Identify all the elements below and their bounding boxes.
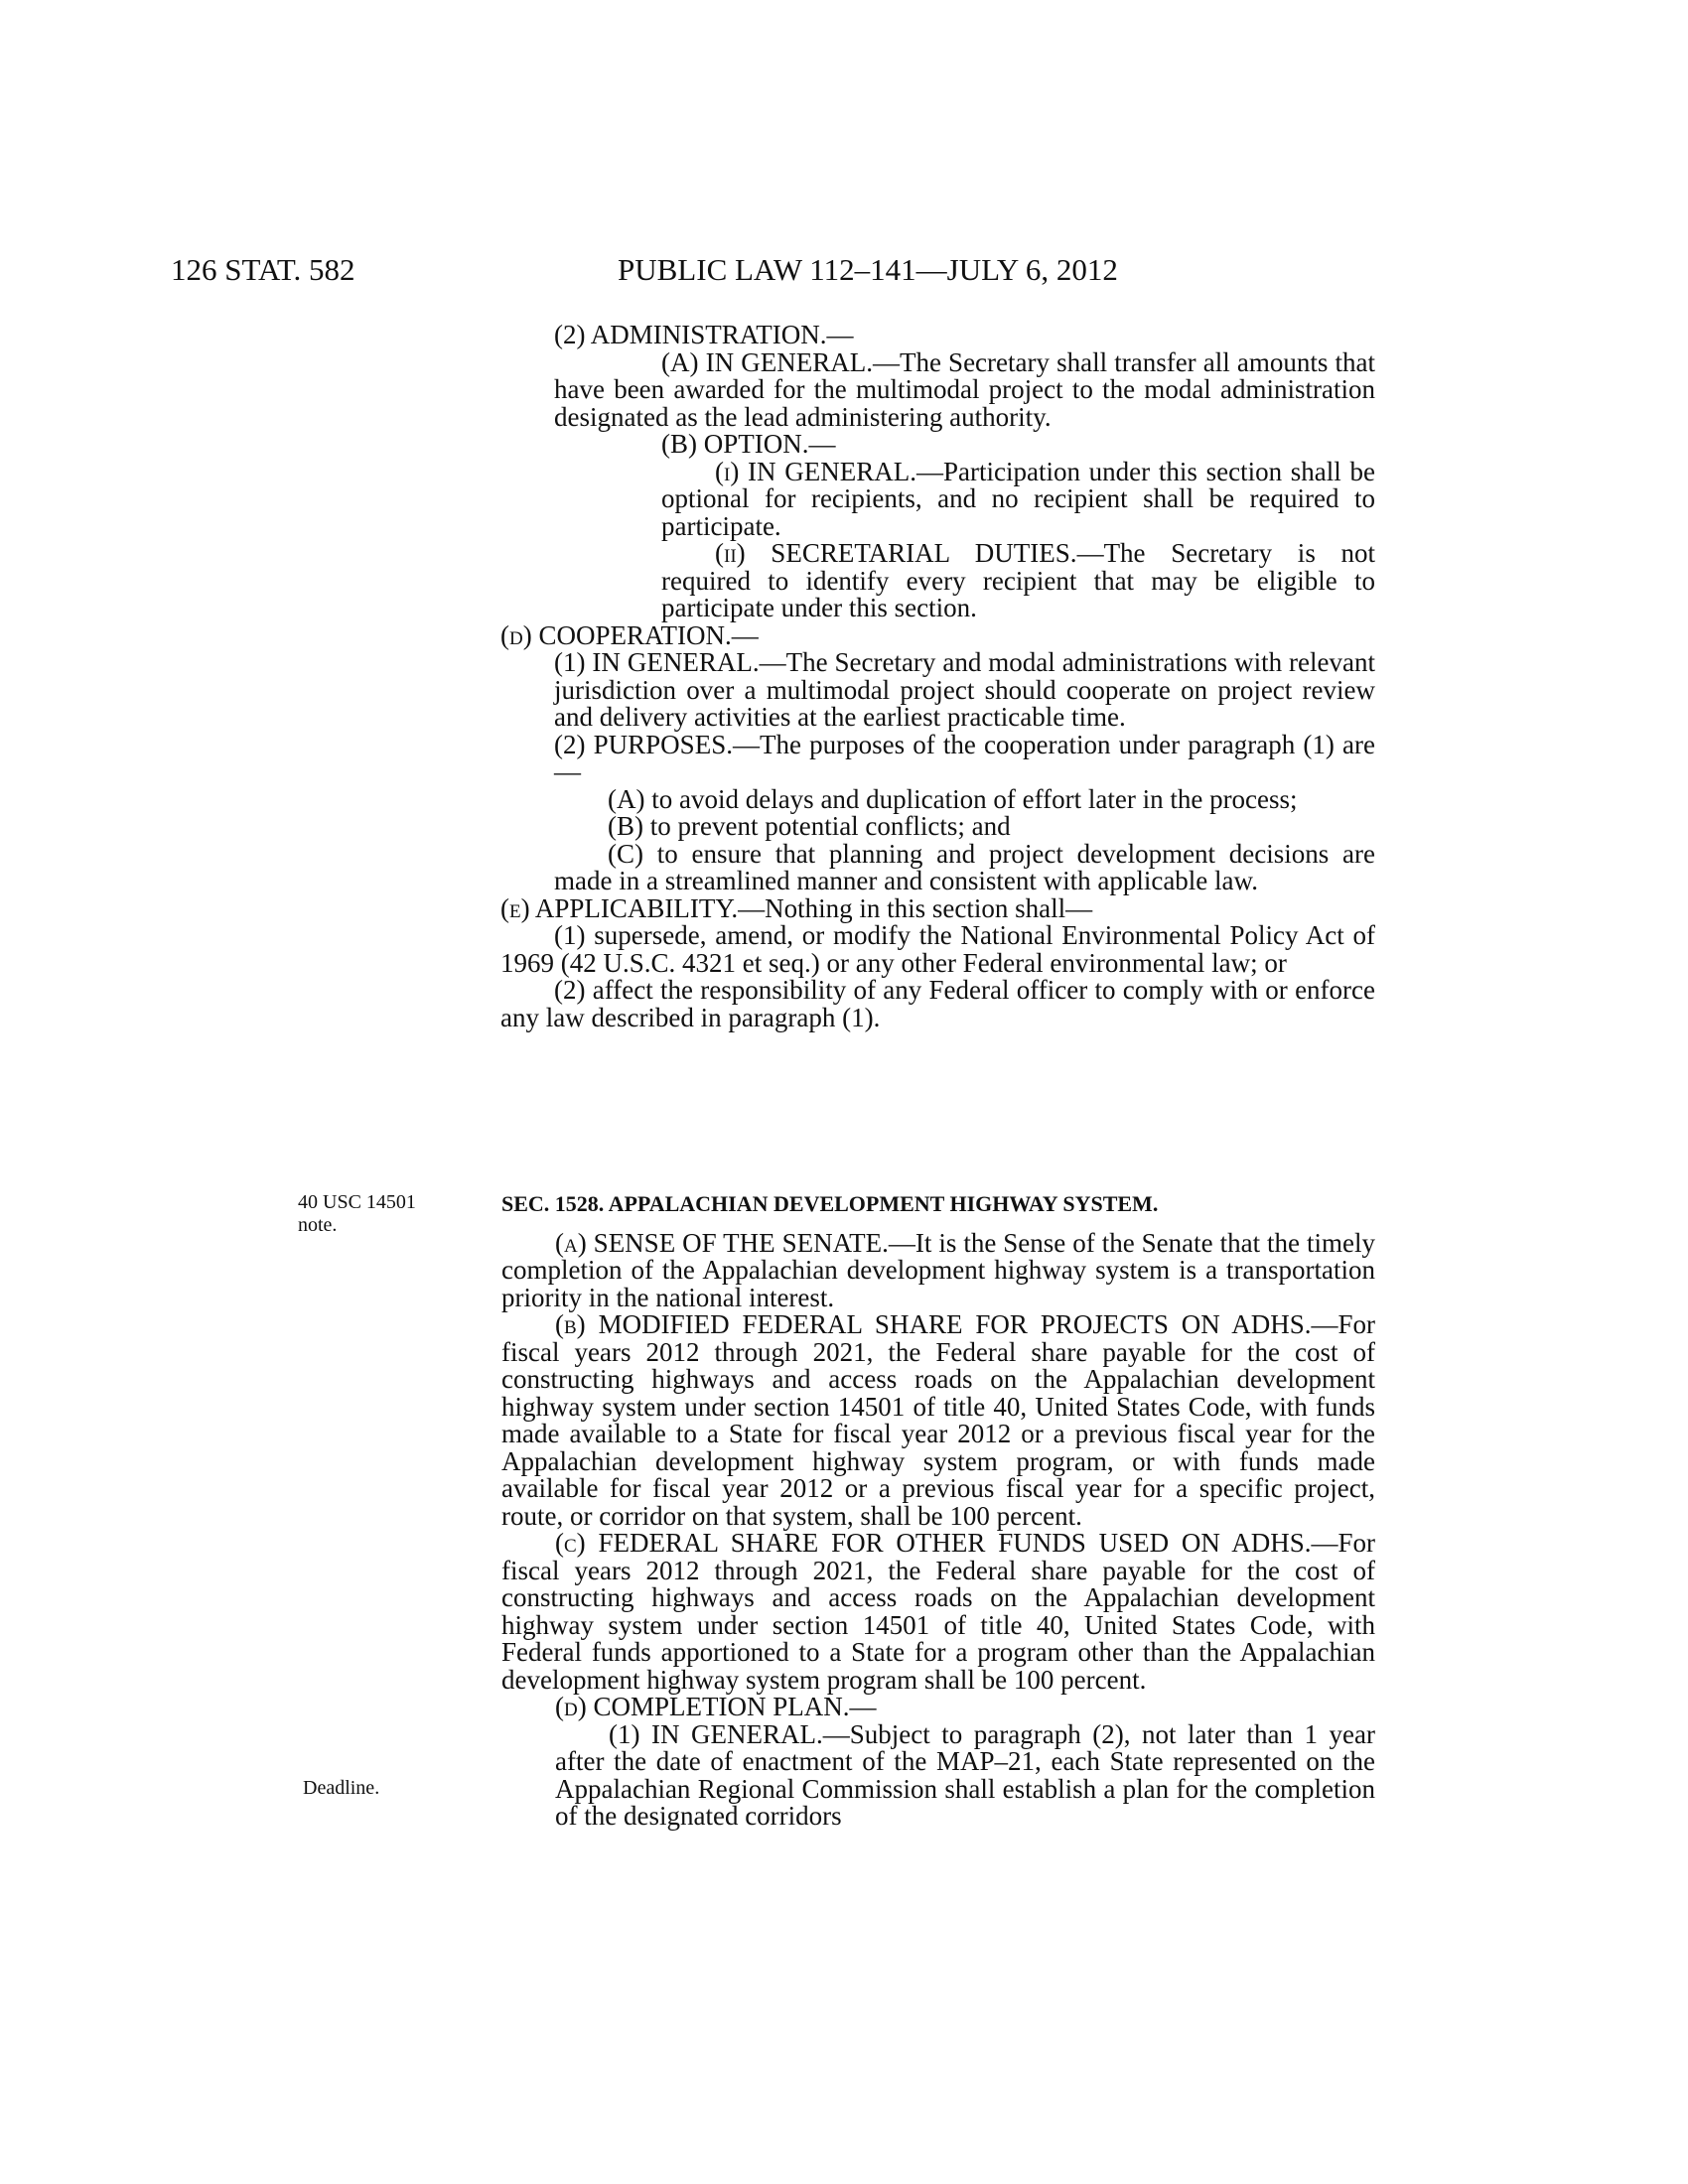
- paragraph-purpose-a: (A) to avoid delays and duplication of effort later in the process;: [608, 783, 1298, 814]
- paragraph-b-modified-federal-share: (b) MODIFIED FEDERAL SHARE FOR PROJECTS ON ADHS.—For fiscal years 2012 through 2021, the Federal share payable for the cost of constructing highways and access roads on the Appalachian development highway system under section 14501 of title 40, United States Code, with funds made available to a State for fiscal year 2012 or a previous fiscal year for the Appalachian development highway system program, or with funds made available for fiscal year 2012 or a previous fiscal year for a specific project, route, or corridor on that system, shall be 100 percent.: [501, 1309, 1375, 1531]
- margin-note-deadline: Deadline.: [303, 1777, 380, 1799]
- paragraph-a-in-general: (A) IN GENERAL.—The Secretary shall transfer all amounts that have been awarded for the multimodal project to the modal administration designated as the lead administering authority.: [554, 346, 1376, 432]
- paragraph-e-applicability: (e) APPLICABILITY.—Nothing in this section shall—: [500, 892, 1093, 923]
- paragraph-applicability-1: (1) supersede, amend, or modify the National Environmental Policy Act of 1969 (42 U.S.C. 4321 et seq.) or any other Federal environmental law; or: [500, 920, 1375, 978]
- paragraph-d1-in-general: (1) IN GENERAL.—Subject to paragraph (2), not later than 1 year after the date of enactment of the MAP–21, each State represented on the Appalachian Regional Commission shall establish a plan for the completion of the designated corridors: [555, 1718, 1375, 1831]
- paragraph-c-federal-share-other: (c) FEDERAL SHARE FOR OTHER FUNDS USED ON ADHS.—For fiscal years 2012 through 2021, the Federal share payable for the cost of constructing highways and access roads on the Appalachian development highway system under section 14501 of title 40, United States Code, with Federal funds apportioned to a State for a program other than the Appalachian development highway system program shall be 100 percent.: [501, 1528, 1375, 1695]
- page-header: [171, 250, 1213, 290]
- text-column-lower: [501, 1190, 1375, 1831]
- paragraph-i-in-general: (i) IN GENERAL.—Participation under this section shall be optional for recipients, and no recipient shall be required to participate.: [661, 456, 1375, 541]
- paragraph-a-sense-of-senate: (a) SENSE OF THE SENATE.—It is the Sense of the Senate that the timely completion of the Appalachian development highway system is a transportation priority in the national interest.: [501, 1227, 1376, 1312]
- text-column-upper: [500, 320, 1376, 1032]
- paragraph-d-cooperation: (d) COOPERATION.—: [500, 619, 759, 650]
- paragraph-purpose-c: (C) to ensure that planning and project development decisions are made in a streamlined manner and consistent with applicable law.: [554, 838, 1375, 895]
- paragraph-1-in-general: (1) IN GENERAL.—The Secretary and modal administrations with relevant jurisdiction over a multimodal project should cooperate on project review and delivery activities at the earliest practicable time.: [554, 647, 1375, 732]
- stat-page-number: 126 STAT. 582: [171, 252, 355, 287]
- paragraph-2-purposes: (2) PURPOSES.—The purposes of the cooperation under paragraph (1) are—: [554, 729, 1375, 786]
- paragraph-2-administration: (2) ADMINISTRATION.—: [554, 320, 854, 349]
- section-heading: SEC. 1528. APPALACHIAN DEVELOPMENT HIGHWAY SYSTEM.: [501, 1191, 1159, 1216]
- paragraph-d-completion-plan: (d) COMPLETION PLAN.—: [555, 1692, 877, 1721]
- paragraph-purpose-b: (B) to prevent potential conflicts; and: [608, 811, 1011, 841]
- paragraph-ii-secretarial-duties: (ii) SECRETARIAL DUTIES.—The Secretary is not required to identify every recipient that may be eligible to participate under this section.: [661, 538, 1375, 622]
- paragraph-applicability-2: (2) affect the responsibility of any Federal officer to comply with or enforce any law described in paragraph (1).: [500, 975, 1375, 1032]
- margin-note-usc: 40 USC 14501 note.: [298, 1191, 416, 1236]
- running-head: PUBLIC LAW 112–141—JULY 6, 2012: [618, 252, 1118, 287]
- paragraph-b-option: (B) OPTION.—: [661, 429, 836, 459]
